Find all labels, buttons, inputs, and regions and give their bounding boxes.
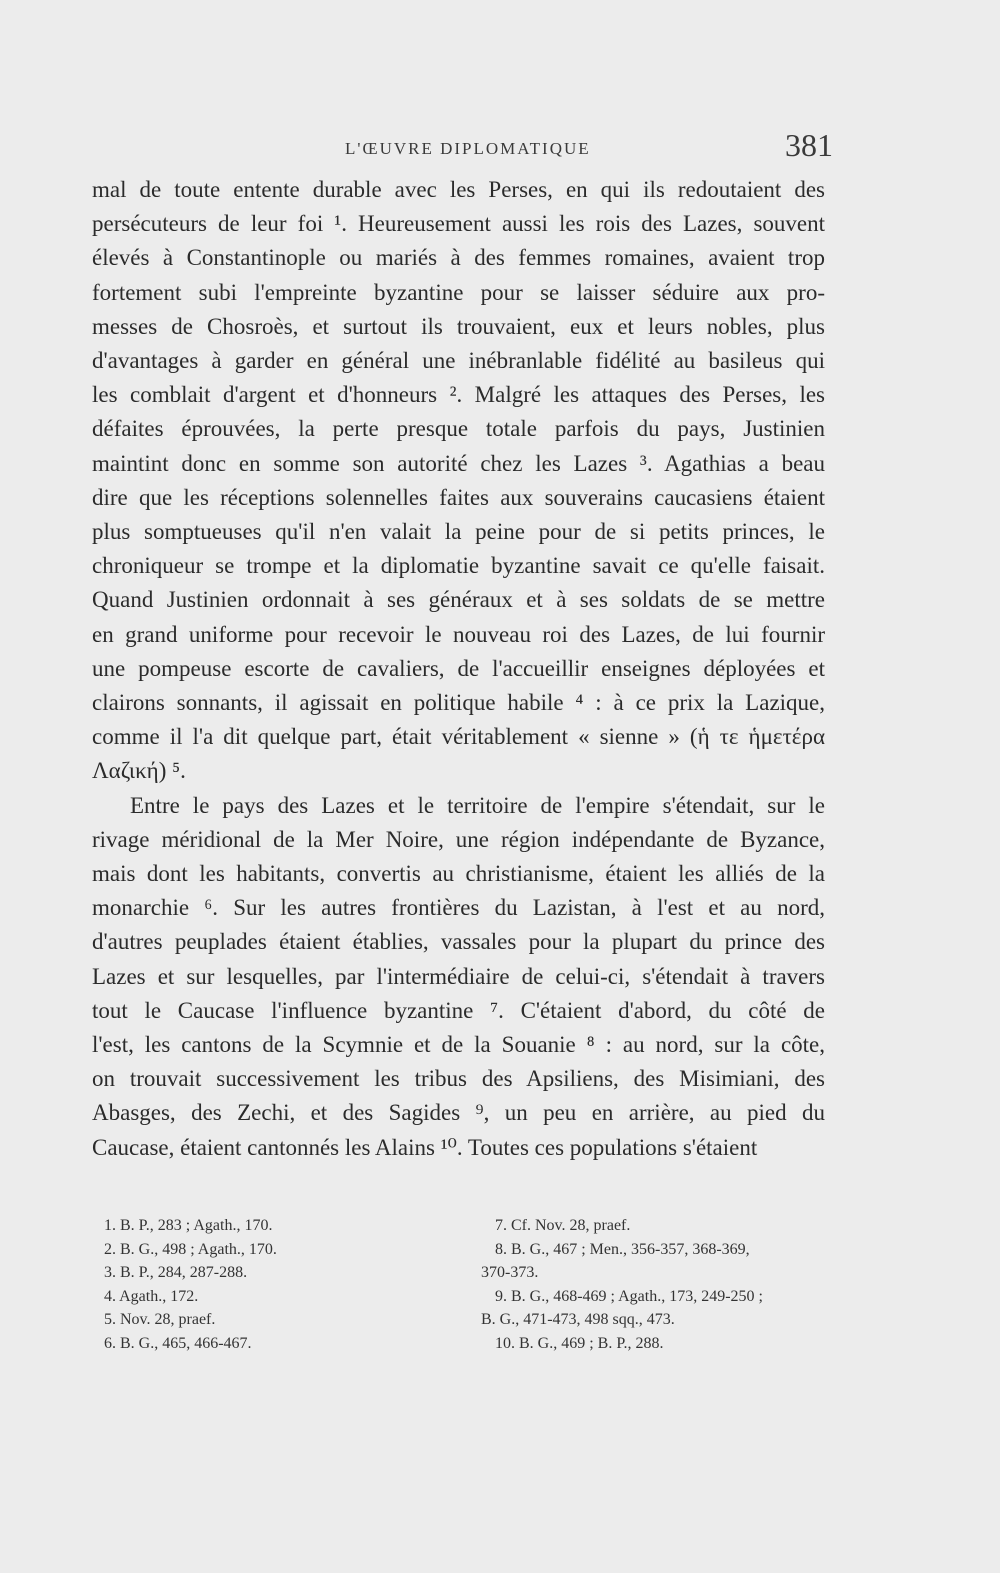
text-line: défaites éprouvées, la perte presque totale parfois du pays, Justinien xyxy=(92,416,825,442)
text-line: en grand uniforme pour recevoir le nouveau roi des Lazes, de lui fournir xyxy=(92,621,825,647)
text-line: on trouvait successivement les tribus des Apsiliens, des Misimiani, des xyxy=(92,1066,825,1092)
text-line: d'autres peuplades étaient établies, vassales pour la plupart du prince des xyxy=(92,929,825,955)
text-line: les comblait d'argent et d'honneurs ². Malgré les attaques des Perses, les xyxy=(92,382,825,408)
footnote: 3. B. P., 284, 287-288. xyxy=(104,1264,248,1281)
footnote: 6. B. G., 465, 466-467. xyxy=(104,1334,252,1352)
text-line: une pompeuse escorte de cavaliers, de l'accueillir enseignes déployées et xyxy=(92,655,825,681)
text-line: chroniqueur se trompe et la diplomatie byzantine savait ce qu'elle faisait. xyxy=(92,553,825,579)
running-title: L'ŒUVRE DIPLOMATIQUE xyxy=(345,139,591,158)
text-line: Lazes et sur lesquelles, par l'intermédiaire de celui-ci, s'étendait à travers xyxy=(92,963,825,989)
footnote: 8. B. G., 467 ; Men., 356-357, 368-369, xyxy=(495,1240,750,1258)
text-line: Abasges, des Zechi, et des Sagides ⁹, un peu en arrière, au pied du xyxy=(92,1100,825,1126)
footnote: 4. Agath., 172. xyxy=(104,1287,199,1305)
text-line: mais dont les habitants, convertis au christianisme, étaient les alliés de la xyxy=(92,861,825,886)
footnote: 2. B. G., 498 ; Agath., 170. xyxy=(104,1240,277,1258)
text-line: fortement subi l'empreinte byzantine pour se laisser séduire aux pro- xyxy=(92,279,825,305)
page-number: 381 xyxy=(785,127,833,163)
text-line: l'est, les cantons de la Scymnie et de la Souanie ⁸ : au nord, sur la côte, xyxy=(92,1032,825,1057)
footnote: 7. Cf. Nov. 28, praef. xyxy=(495,1217,631,1234)
footnote: 10. B. G., 469 ; B. P., 288. xyxy=(495,1334,664,1352)
text-line: élevés à Constantinople ou mariés à des femmes romaines, avaient trop xyxy=(92,245,825,271)
text-line: rivage méridional de la Mer Noire, une région indépendante de Byzance, xyxy=(92,826,825,852)
text-line: maintint donc en somme son autorité chez les Lazes ³. Agathias a beau xyxy=(92,450,825,476)
text-line: persécuteurs de leur foi ¹. Heureusement aussi les rois des Lazes, souvent xyxy=(92,211,825,237)
text-line: plus somptueuses qu'il n'en valait la peine pour de si petits princes, le xyxy=(92,519,825,544)
text-line: monarchie ⁶. Sur les autres frontières du Lazistan, à l'est et au nord, xyxy=(92,895,825,921)
footnote: 5. Nov. 28, praef. xyxy=(104,1311,216,1328)
footnote: 9. B. G., 468-469 ; Agath., 173, 249-250 ; xyxy=(495,1287,763,1305)
text-line: clairons sonnants, il agissait en politique habile ⁴ : à ce prix la Lazique, xyxy=(92,690,825,715)
text-line: comme il l'a dit quelque part, était véritablement « sienne » (ἡ τε ἡμετέρα xyxy=(92,724,825,750)
text-line: Quand Justinien ordonnait à ses généraux et à ses soldats de se mettre xyxy=(92,587,825,613)
text-line: d'avantages à garder en général une inébranlable fidélité au basileus qui xyxy=(92,348,825,373)
text-line: Λαζική) ⁵. xyxy=(92,758,186,784)
footnote: B. G., 471-473, 498 sqq., 473. xyxy=(481,1311,675,1328)
footnote: 370-373. xyxy=(481,1264,539,1281)
text-line: Caucase, étaient cantonnés les Alains ¹⁰. Toutes ces populations s'étaient xyxy=(92,1134,758,1160)
text-line: mal de toute entente durable avec les Perses, en qui ils redoutaient des xyxy=(92,177,825,202)
text-line: Entre le pays des Lazes et le territoire de l'empire s'étendait, sur le xyxy=(130,792,825,818)
text-line: dire que les réceptions solennelles faites aux souverains caucasiens étaient xyxy=(92,484,825,510)
text-line: tout le Caucase l'influence byzantine ⁷. C'étaient d'abord, du côté de xyxy=(92,997,825,1023)
text-line: messes de Chosroès, et surtout ils trouvaient, eux et leurs nobles, plus xyxy=(92,313,825,339)
footnote: 1. B. P., 283 ; Agath., 170. xyxy=(104,1217,273,1234)
